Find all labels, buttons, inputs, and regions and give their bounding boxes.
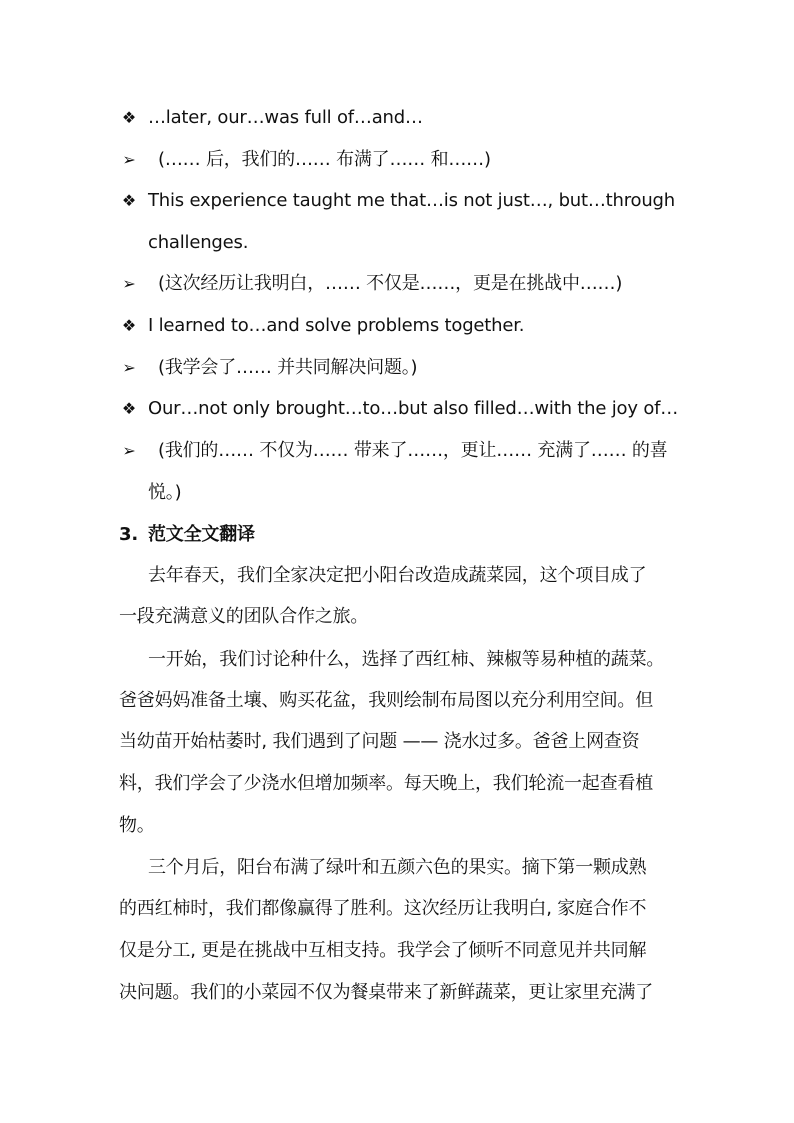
- list-item-text: (这次经历让我明白，…… 不仅是……，更是在挑战中……): [158, 273, 623, 294]
- paragraph-text: 三个月后，阳台布满了绿叶和五颜六色的果实。摘下第一颗成熟: [148, 857, 647, 878]
- list-item-text: challenges.: [148, 232, 249, 253]
- paragraph-text: 一段充满意义的团队合作之旅。: [119, 606, 369, 627]
- diamond-bullet-icon: ❖: [121, 191, 137, 210]
- list-item-text: I learned to…and solve problems together.: [148, 315, 525, 336]
- paragraph-text: 仅是分工, 更是在挑战中互相支持。我学会了倾听不同意见并共同解: [119, 940, 647, 961]
- paragraph-text: 决问题。我们的小菜园不仅为餐桌带来了新鲜蔬菜，更让家里充满了: [119, 982, 653, 1003]
- list-item-text: 悦。): [148, 482, 182, 503]
- list-item-text: (我学会了…… 并共同解决问题。): [158, 357, 418, 378]
- diamond-bullet-icon: ❖: [121, 399, 137, 418]
- paragraph-text: 当幼苗开始枯萎时, 我们遇到了问题 —— 浇水过多。爸爸上网查资: [119, 731, 640, 752]
- list-item-text: Our…not only brought…to…but also filled…with the joy of…: [148, 398, 679, 419]
- section-title: 范文全文翻译: [148, 524, 255, 545]
- arrow-bullet-icon: ➢: [122, 274, 136, 293]
- paragraph-text: 料，我们学会了少浇水但增加频率。每天晚上，我们轮流一起查看植: [119, 773, 653, 794]
- paragraph-text: 的西红柿时，我们都像赢得了胜利。这次经历让我明白, 家庭合作不: [119, 898, 647, 919]
- paragraph-text: 一开始，我们讨论种什么，选择了西红柿、辣椒等易种植的蔬菜。: [148, 649, 665, 670]
- diamond-bullet-icon: ❖: [121, 316, 137, 335]
- list-item-text: (…… 后，我们的…… 布满了…… 和……): [158, 149, 491, 170]
- arrow-bullet-icon: ➢: [122, 150, 136, 169]
- arrow-bullet-icon: ➢: [122, 441, 136, 460]
- arrow-bullet-icon: ➢: [122, 358, 136, 377]
- paragraph-text: 去年春天，我们全家决定把小阳台改造成蔬菜园，这个项目成了: [148, 565, 647, 586]
- paragraph-text: 爸爸妈妈准备土壤、购买花盆，我则绘制布局图以充分利用空间。但: [119, 690, 653, 711]
- list-item-text: (我们的…… 不仅为…… 带来了……，更让…… 充满了…… 的喜: [158, 440, 668, 461]
- list-item-text: This experience taught me that…is not just…, but…through: [148, 190, 675, 211]
- paragraph-text: 物。: [119, 815, 155, 836]
- diamond-bullet-icon: ❖: [121, 108, 137, 127]
- list-item-text: …later, our…was full of…and…: [148, 107, 423, 128]
- section-number: 3.: [119, 524, 138, 545]
